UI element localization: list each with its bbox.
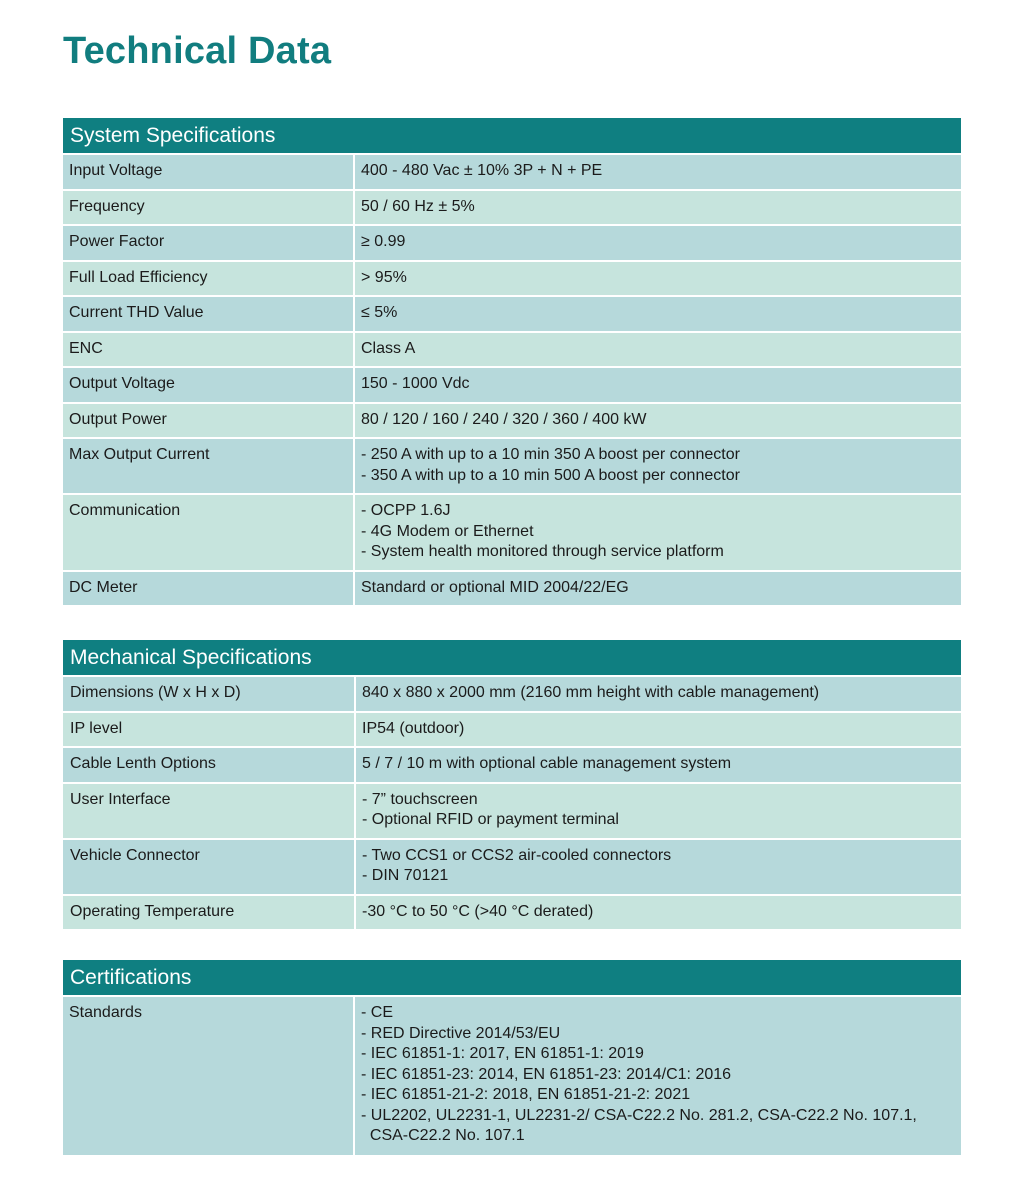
spec-value — [355, 747, 961, 783]
spec-value-line: - IEC 61851-23: 2014, EN 61851-23: 2014/C1: 2016 — [361, 1065, 732, 1083]
spec-value-line: 840 x 880 x 2000 mm (2160 mm height with cable management) — [362, 684, 820, 701]
spec-value-line: ≤ 5% — [361, 304, 398, 321]
spec-value-line: Class A — [361, 339, 416, 357]
spec-value — [354, 332, 961, 368]
spec-value-line: - OCPP 1.6J — [361, 502, 451, 519]
spec-label: Operating Temperature — [63, 895, 355, 930]
spec-label: Communication — [63, 494, 354, 571]
spec-value-line: - CE — [361, 1004, 393, 1021]
spec-row — [63, 895, 961, 930]
spec-value-line: CSA-C22.2 No. 107.1 — [361, 1127, 525, 1144]
spec-value — [355, 839, 961, 895]
spec-value — [354, 494, 961, 571]
spec-label: Power Factor — [63, 225, 354, 261]
section-heading: Mechanical Specifications — [63, 640, 961, 677]
spec-value — [354, 261, 961, 297]
spec-value — [355, 712, 961, 748]
spec-value-line: - RED Directive 2014/53/EU — [361, 1024, 561, 1042]
spec-value — [355, 783, 961, 839]
spec-value — [354, 367, 961, 403]
spec-label: Full Load Efficiency — [63, 261, 354, 297]
spec-value-line: - 7” touchscreen — [362, 790, 478, 808]
spec-row — [63, 997, 961, 1155]
spec-value — [354, 296, 961, 332]
spec-label: Output Power — [63, 403, 354, 439]
spec-label: Frequency — [63, 190, 354, 226]
spec-row — [63, 190, 961, 226]
mechanical-specifications-table — [63, 677, 961, 929]
spec-label: Max Output Current — [63, 438, 354, 494]
spec-value-line: - IEC 61851-1: 2017, EN 61851-1: 2019 — [361, 1045, 644, 1062]
spec-value — [354, 403, 961, 439]
spec-value-line: 400 - 480 Vac ± 10% 3P + N + PE — [361, 162, 603, 179]
spec-label: User Interface — [63, 783, 355, 839]
mechanical-specifications-section — [63, 640, 961, 929]
certifications-table — [63, 997, 961, 1155]
spec-row — [63, 783, 961, 839]
spec-value-line: - System health monitored through service platform — [361, 543, 724, 560]
spec-value-line: - Optional RFID or payment terminal — [362, 811, 619, 828]
spec-value-line: - 4G Modem or Ethernet — [361, 522, 534, 540]
spec-value-line: - 250 A with up to a 10 min 350 A boost per connector — [361, 446, 740, 463]
spec-label: IP level — [63, 712, 355, 748]
spec-label: DC Meter — [63, 571, 354, 606]
spec-row — [63, 225, 961, 261]
spec-value-line: IP54 (outdoor) — [362, 719, 465, 737]
spec-row — [63, 747, 961, 783]
spec-label: Dimensions (W x H x D) — [63, 677, 355, 712]
spec-value — [355, 895, 961, 930]
spec-value — [354, 155, 961, 190]
certifications-section — [63, 960, 961, 1155]
spec-label: Vehicle Connector — [63, 839, 355, 895]
spec-row — [63, 296, 961, 332]
spec-row — [63, 332, 961, 368]
section-heading: System Specifications — [63, 118, 961, 155]
spec-value — [354, 190, 961, 226]
page-title: Technical Data — [63, 30, 332, 72]
system-specifications-section — [63, 118, 961, 605]
spec-value — [354, 438, 961, 494]
spec-value-line: - IEC 61851-21-2: 2018, EN 61851-21-2: 2021 — [361, 1086, 691, 1103]
spec-row — [63, 155, 961, 190]
spec-value — [354, 997, 961, 1155]
spec-row — [63, 367, 961, 403]
section-heading: Certifications — [63, 960, 961, 997]
spec-row — [63, 712, 961, 748]
spec-value-line: -30 °C to 50 °C (>40 °C derated) — [362, 902, 594, 920]
spec-value-line: > 95% — [361, 268, 407, 286]
spec-value-line: ≥ 0.99 — [361, 233, 406, 250]
spec-value-line: - Two CCS1 or CCS2 air-cooled connectors — [362, 846, 672, 864]
spec-value-line: 5 / 7 / 10 m with optional cable management system — [362, 755, 732, 772]
spec-value-line: 150 - 1000 Vdc — [361, 375, 470, 392]
spec-row — [63, 438, 961, 494]
spec-value-line: - UL2202, UL2231-1, UL2231-2/ CSA-C22.2 No. 281.2, CSA-C22.2 No. 107.1, — [361, 1106, 917, 1124]
spec-value — [355, 677, 961, 712]
spec-value-line: 50 / 60 Hz ± 5% — [361, 197, 475, 215]
spec-row — [63, 677, 961, 712]
spec-label: Standards — [63, 997, 354, 1155]
spec-value — [354, 571, 961, 606]
spec-value-line: Standard or optional MID 2004/22/EG — [361, 578, 629, 596]
spec-value — [354, 225, 961, 261]
spec-value-line: - DIN 70121 — [362, 867, 449, 884]
spec-row — [63, 403, 961, 439]
spec-label: Current THD Value — [63, 296, 354, 332]
spec-row — [63, 839, 961, 895]
spec-label: Output Voltage — [63, 367, 354, 403]
spec-label: Input Voltage — [63, 155, 354, 190]
spec-row — [63, 494, 961, 571]
spec-label: ENC — [63, 332, 354, 368]
spec-row — [63, 571, 961, 606]
spec-value-line: 80 / 120 / 160 / 240 / 320 / 360 / 400 kW — [361, 410, 647, 428]
spec-row — [63, 261, 961, 297]
spec-label: Cable Lenth Options — [63, 747, 355, 783]
spec-value-line: - 350 A with up to a 10 min 500 A boost per connector — [361, 466, 740, 484]
system-specifications-table — [63, 155, 961, 605]
